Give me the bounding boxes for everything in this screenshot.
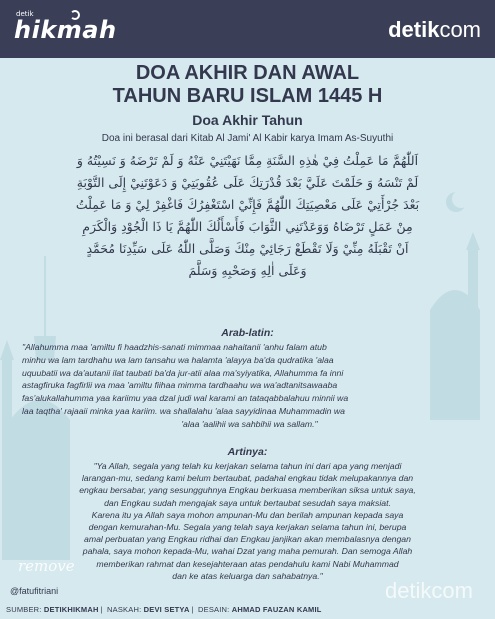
- arabic-line: وَعَلَى اٰلِهِ وَصَحْبِهِ وَسَلَّمَ: [188, 263, 307, 278]
- footer-design-label: DESAIN:: [198, 605, 230, 614]
- latin-line: laa taqtha' rajaaii minka yaa kariim. wa shallalahu 'alaa sayyidinaa Muhammadin wa: [22, 405, 345, 416]
- credits-footer: SUMBER: DETIKHIKMAH | NASKAH: DEVI SETYA | DESAIN: AHMAD FAUZAN KAMIL: [6, 605, 322, 614]
- arabic-line: لَمْ تَنْسَهُ وَ حَلَمْتَ عَلَيَّ بَعْدَ قُدْرَتِكَ عَلَى عُقُوبَتِيْ وَ دَعَوْتَنِيْ إِلَى التَّوْبَةِ: [76, 175, 419, 190]
- remove-watermark: remove: [18, 557, 75, 575]
- latin-label: Arab-latin:: [221, 327, 274, 339]
- arabic-line: اَنْ تَقْبَلَهُ مِنِّيْ وَلَا تَقْطَعْ رَجَائِيْ مِنْكَ وَصَلَّى اللّٰهُ عَلَى سَيِّدِنَا مُحَمَّدٍ: [86, 241, 409, 256]
- detikcom-logo: [388, 17, 481, 43]
- publisher-bold: detik: [388, 17, 440, 42]
- meaning-line: pahala, saya mohon kepada-Mu, wahai Dzat yang maha pemurah. Dan semoga Allah: [82, 546, 413, 557]
- latin-line: "Allahumma maa 'amiltu fi haadzhis-sanati mimmaa nahaitanii 'anhu falam atub: [22, 342, 327, 352]
- latin-line: minhu wa lam tardhahu wa lam tansahu wa halamta 'alayya ba'da qudratika 'alaa: [22, 354, 334, 365]
- footer-design-value: AHMAD FAUZAN KAMIL: [231, 605, 322, 614]
- arabic-line: مِنْ عَمَلٍ تَرْضَاهُ وَوَعَدْتَنِي الثَّوَابَ فَأَسْأَلُكَ اللّٰهُمَّ يَا ذَا الْجُوْدِ وَالْكَرَمِ: [82, 219, 413, 234]
- footer-source-label: SUMBER:: [6, 605, 42, 614]
- logo-small-text: detik: [16, 10, 34, 18]
- meaning-line: dengan kemurahan-Mu. Segala yang telah saya kerjakan selama tahun ini, berupa: [88, 522, 407, 533]
- latin-line: fas'alukallahumma yaa kariimu yaa dzal judi wal karami an tataqabbalahuu minnii wa: [22, 393, 349, 404]
- source-note: Doa ini berasal dari Kitab Al Jami' Al Kabir karya Imam As-Suyuthi: [101, 133, 394, 144]
- meaning-line: Karena itu ya Allah saya mohon ampunan-Mu dan berilah ampunan kepada saya: [91, 509, 404, 520]
- logo-large-text: hikmah: [14, 16, 117, 44]
- meaning-line: dan Engkau sudah mengajak saya untuk bertaubat sesudah saya maksiat.: [104, 497, 391, 508]
- footer-script-label: NASKAH:: [107, 605, 142, 614]
- meaning-line: larangan-mu, sedang kami belum bertaubat, padahal engkau tidak melupakannya dan: [81, 473, 414, 484]
- subtitle: Doa Akhir Tahun: [192, 112, 303, 128]
- meaning-line: "Ya Allah, segala yang telah ku kerjakan selama tahun ini dari apa yang menjadi: [93, 461, 402, 471]
- meaning-line: engkau bersabar, yang sesungguhnya Engkau berkuasa memberikan siksa untuk saya,: [79, 485, 416, 496]
- arabic-prayer-text: [14, 150, 481, 282]
- page-title-line1: DOA AKHIR DAN AWAL: [135, 62, 360, 84]
- footer-source-value: DETIKHIKMAH: [43, 605, 99, 614]
- detikcom-watermark: detikcom: [384, 578, 473, 603]
- publisher-regular: com: [439, 17, 481, 42]
- latin-line: uquubatii wa da'autanii ilat taubati ba'da jur-atii alaa ma'syiyatika, Allahumma fa inni: [22, 367, 344, 378]
- meaning-line: amal perbuatan yang Engkau ridhai dan Engkau janjikan akan membalasnya dengan: [84, 534, 411, 545]
- meaning-line: dan ke atas keluarga dan sahabatnya.": [172, 570, 323, 581]
- latin-line: astagfiruka fagfirlii wa maa 'amiltu fiihaa mimma tardhaahu wa wa'adtanitsawaaba: [22, 380, 338, 391]
- footer-script-value: DEVI SETYA: [143, 605, 190, 614]
- latin-transliteration: [22, 341, 477, 431]
- arabic-line: اَللّٰهُمَّ مَا عَمِلْتُ فِيْ هٰذِهِ السَّنَةِ مِمَّا نَهَيْتَنِيْ عَنْهُ وَ لَمْ تَرْضَهُ وَ نَسِيْتُهُ وَ: [76, 153, 419, 168]
- latin-line: 'alaa 'aalihii wa sahbihii wa sallam.": [181, 418, 318, 429]
- page-title-line2: TAHUN BARU ISLAM 1445 H: [112, 85, 383, 107]
- meaning-label: Artinya:: [227, 446, 268, 458]
- meaning-line: memberikan rahmat dan kesejahteraan atas pendahulu kami Nabi Muhammad: [96, 558, 399, 569]
- header-bar: [0, 0, 495, 58]
- arabic-line: بَعْدَ جُرْأَتِيْ عَلَى مَعْصِيَتِكَ اللّٰهُمَّ فَإِنِّيْ اسْتَغْفِرُكَ فَاغْفِرْ لِيْ وَ مَا عَمِلْتُ: [75, 197, 420, 212]
- author-handle: @fatufitriani: [10, 586, 59, 596]
